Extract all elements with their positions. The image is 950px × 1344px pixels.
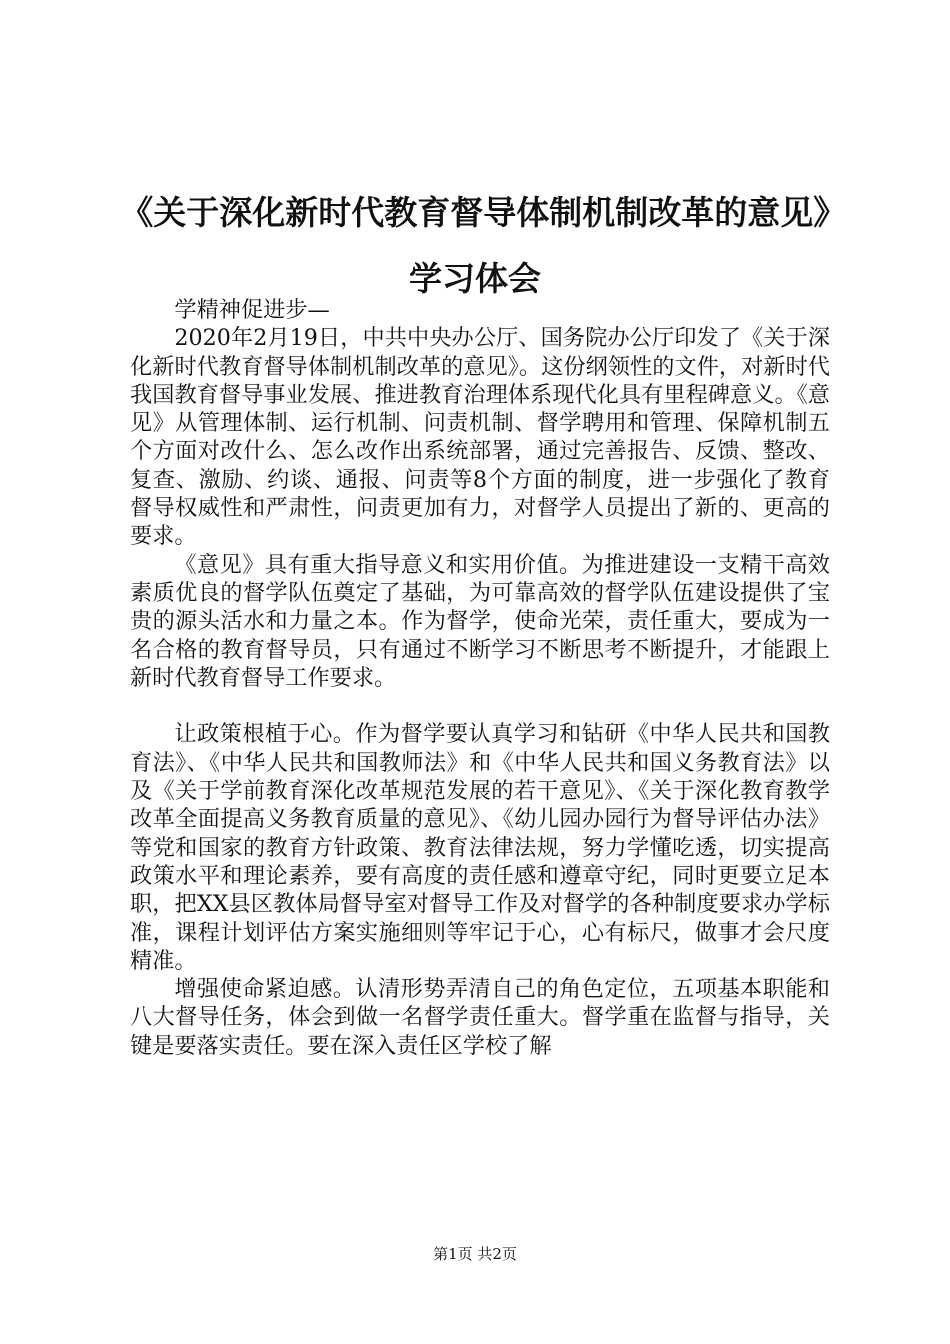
- paragraph: 增强使命紧迫感。认清形势弄清自己的角色定位，五项基本职能和八大督导任务，体会到做一名督学责任重大。督学重在监督与指导，关键是要落实责任。要在深入责任区学校了解: [130, 976, 830, 1059]
- intro-line: 学精神促进步—: [174, 297, 330, 323]
- paragraph: 《意见》具有重大指导意义和实用价值。为推进建设一支精干高效素质优良的督学队伍奠定了基础，为可靠高效的督学队伍建设提供了宝贵的源头活水和力量之本。作为督学，使命光荣，责任重大，要成为一名合格的教育督导员，只有通过不断学习不断思考不断提升，才能跟上新时代教育督导工作要求。: [130, 551, 830, 691]
- paragraph: 2020年2月19日，中共中央办公厅、国务院办公厅印发了《关于深化新时代教育督导体制机制改革的意见》。这份纲领性的文件，对新时代我国教育督导事业发展、推进教育治理体系现代化具有里程碑意义。《意见》从管理体制、运行机制、问责机制、督学聘用和管理、保障机制五个方面对改什么、怎么改作出系统部署，通过完善报告、反馈、整改、复查、激励、约谈、通报、问责等8个方面的制度，进一步强化了教育督导权威性和严肃性，问责更加有力，对督学人员提出了新的、更高的要求。: [130, 325, 830, 550]
- document-body: [130, 296, 830, 1060]
- paragraph: 让政策根植于心。作为督学要认真学习和钻研《中华人民共和国教育法》、《中华人民共和国教师法》和《中华人民共和国义务教育法》以及《关于学前教育深化改革规范发展的若干意见》、《关于深化教育教学改革全面提高义务教育质量的意见》、《幼儿园办园行为督导评估办法》等党和国家的教育方针政策、教育法律法规，努力学懂吃透，切实提高政策水平和理论素养，要有高度的责任感和遵章守纪，同时更要立足本职，把XX县区教体局督导室对督导工作及对督学的各种制度要求办学标准，课程计划评估方案实施细则等牢记于心，心有标尺，做事才会尺度精准。: [130, 721, 830, 974]
- document-title: 《关于深化新时代教育督导体制机制改革的意见》学习体会: [120, 193, 830, 298]
- page-number: 第1页 共2页: [433, 1245, 517, 1263]
